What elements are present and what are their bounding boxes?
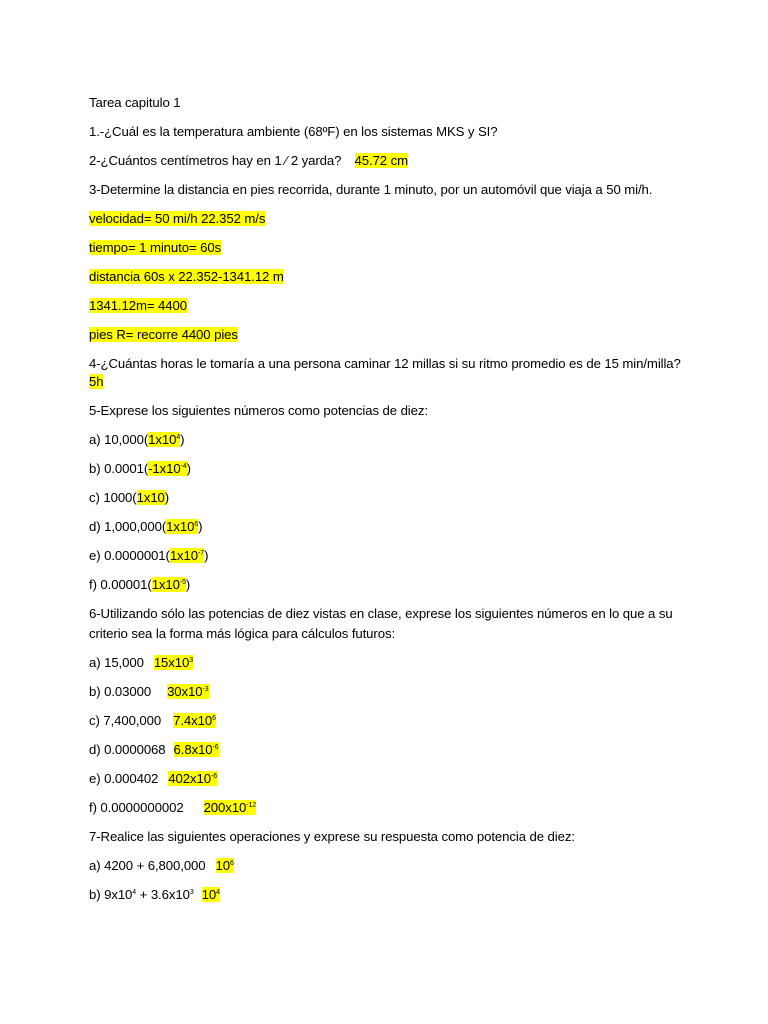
question-5-item-a: a) $10,000(1x10^4)$	[89, 432, 185, 447]
question-5-item-d: d) $1,000,000(1x10^6)$	[89, 519, 203, 534]
question-2-answer: 45.72 cm	[354, 153, 408, 168]
question-4-answer: 5h	[89, 374, 104, 389]
question-3-line-3: distancia 60s x 22.352-1341.12 m	[89, 269, 284, 284]
question-5-item-b: b) $0.0001(-1x10^{-4})$	[89, 461, 191, 476]
question-6-item-e: e) 0.000402 $402x10^{-6}$	[89, 771, 217, 786]
question-5: 5-Exprese los siguientes números como potencias de diez:	[89, 403, 428, 418]
question-3: 3-Determine la distancia en pies recorrida, durante 1 minuto, por un automóvil que viaja a 50 mi/h.	[89, 182, 653, 197]
question-3-line-2: tiempo= 1 minuto= 60s	[89, 240, 222, 255]
question-6-item-c: c) 7,400,000 $7.4x10^6$	[89, 713, 216, 728]
question-7-item-a: a) 4200 + 6,800,000 $10^6$	[89, 858, 234, 873]
question-5-item-e: e) $0.0000001(1x10^{-7})$	[89, 548, 209, 563]
question-2-text: 2-¿Cuántos centímetros hay en 1 ⁄ 2 yarda?	[89, 153, 342, 168]
question-3-line-5: pies R= recorre 4400 pies	[89, 327, 238, 342]
question-6-line-1: 6-Utilizando sólo las potencias de diez vistas en clase, exprese los siguientes números en lo que a su	[89, 606, 673, 621]
document-title: Tarea capitulo 1	[89, 95, 181, 110]
question-6-item-b: b) 0.03000 $30x10^{-3}$	[89, 684, 209, 699]
question-7-item-b: b) $9x10^4 + 3.6x10^3$ $10^4$	[89, 887, 220, 902]
question-6-line-2: criterio sea la forma más lógica para cálculos futuros:	[89, 626, 396, 641]
question-6-item-a: a) 15,000 $15x10^3$	[89, 655, 194, 670]
question-3-line-4: 1341.12m= 4400	[89, 298, 187, 313]
question-5-item-f: f) $0.00001(1x10^{-5})$	[89, 577, 191, 592]
question-6-item-f: f) 0.0000000002 $200x10^{-12}$	[89, 800, 257, 815]
question-4: 4-¿Cuántas horas le tomaría a una persona caminar 12 millas si su ritmo promedio es de 15 min/milla?	[89, 356, 681, 371]
question-2	[89, 153, 408, 169]
question-6-item-d: d) 0.0000068 $6.8x10^{-6}$	[89, 742, 219, 757]
question-1: 1.-¿Cuál es la temperatura ambiente (68ºF) en los sistemas MKS y SI?	[89, 124, 498, 139]
question-7: 7-Realice las siguientes operaciones y exprese su respuesta como potencia de diez:	[89, 829, 575, 844]
question-3-line-1: velocidad= 50 mi/h 22.352 m/s	[89, 211, 266, 226]
question-5-item-c: c) 1000(1x10)	[89, 490, 170, 505]
